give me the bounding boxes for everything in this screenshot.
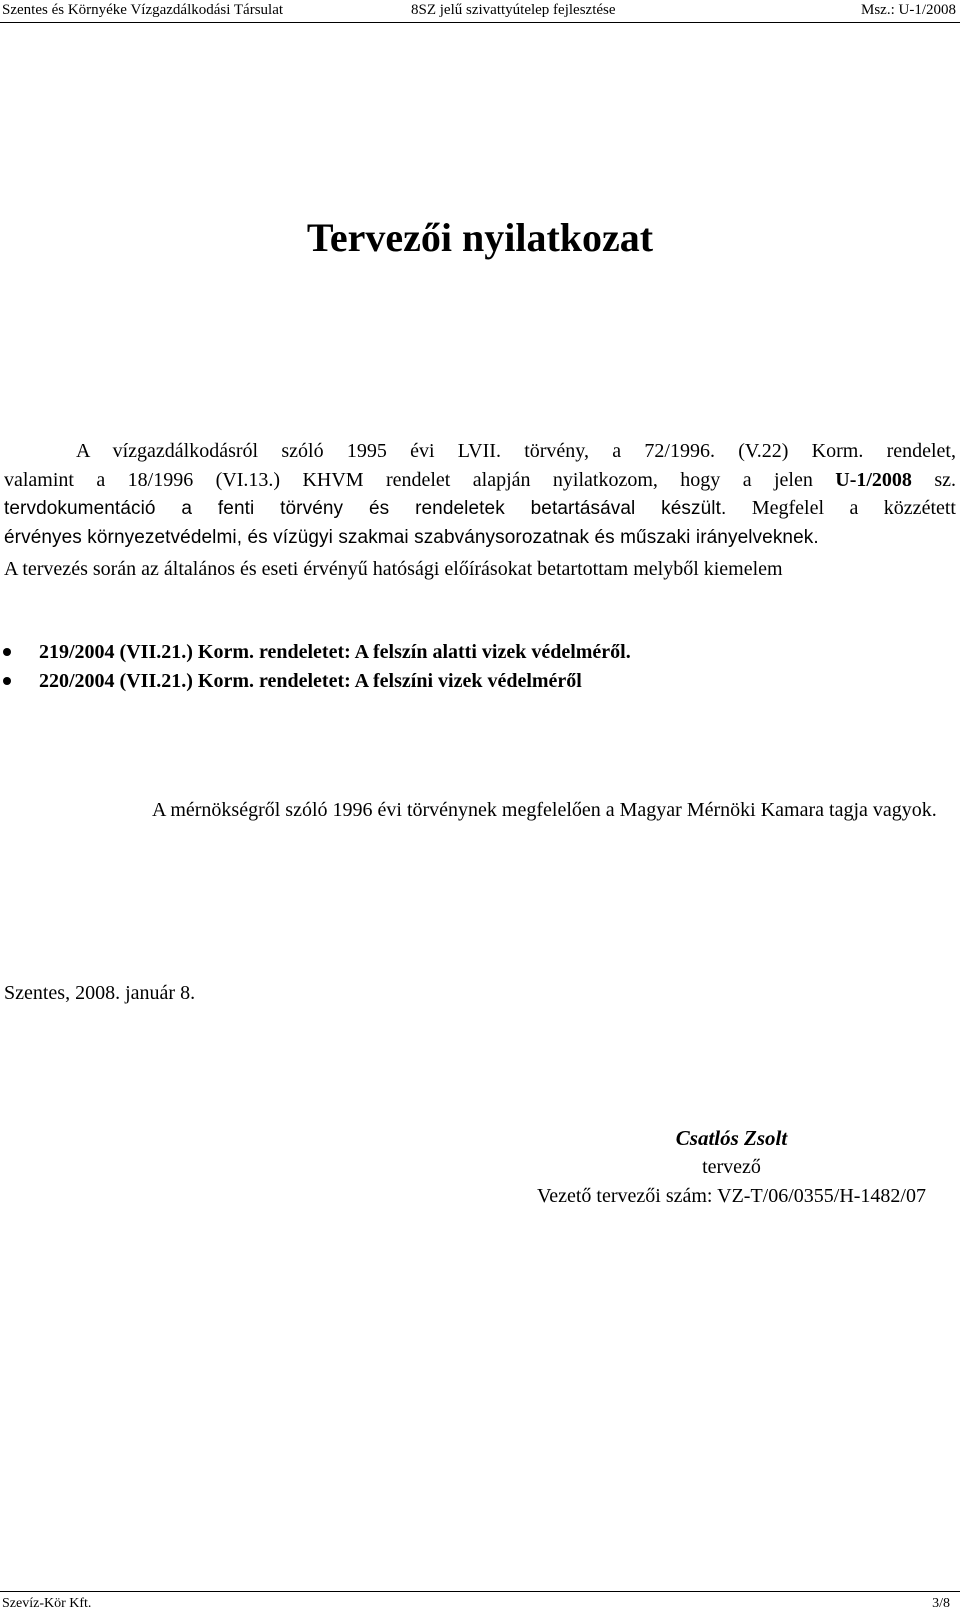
page-footer	[0, 1591, 960, 1616]
list-item-text: 219/2004 (VII.21.) Korm. rendeletet: A felszín alatti vizek védelméről.	[39, 641, 631, 663]
declaration-line-4: érvényes környezetvédelmi, és vízügyi szakmai szabványsorozatnak és műszaki irányelveknek.	[4, 526, 819, 548]
signer-name: Csatlós Zsolt	[675, 1126, 788, 1150]
list-item-text: 220/2004 (VII.21.) Korm. rendeletet: A felszíni vizek védelméről	[39, 670, 582, 692]
declaration-text-3: tervdokumentáció a fenti törvény és rendeletek betartásával készült.	[4, 498, 727, 519]
declaration-line-1	[4, 437, 956, 466]
chamber-membership-text: A mérnökségről szóló 1996 évi törvénynek megfelelően a Magyar Mérnöki Kamara tagja vagyok.	[152, 799, 937, 821]
designer-number: Vezető tervezői szám: VZ-T/06/0355/H-1482/07	[537, 1185, 926, 1207]
list-item	[0, 667, 631, 696]
page-number: 3/8	[932, 1596, 950, 1611]
footer-company: Szevíz-Kör Kft.	[2, 1596, 92, 1611]
signature-block	[537, 1124, 926, 1211]
header-project: 8SZ jelű szivattyútelep fejlesztése	[411, 2, 616, 18]
header-doc-number: Msz.: U-1/2008	[861, 2, 956, 18]
declaration-text-3b: Megfelel a közzétett	[726, 497, 956, 519]
chamber-membership-paragraph	[4, 796, 956, 825]
list-item	[0, 638, 631, 667]
place-date: Szentes, 2008. január 8.	[4, 982, 196, 1004]
declaration-line-3	[4, 494, 956, 524]
header-organization: Szentes és Környéke Vízgazdálkodási Társulat	[2, 2, 284, 18]
declaration-text-1: A vízgazdálkodásról szóló 1995 évi LVII. törvény, a 72/1996. (V.22) Korm. rendelet,	[76, 440, 956, 462]
document-title: Tervezői nyilatkozat	[306, 215, 654, 260]
declaration-text-2a: valamint a 18/1996 (VI.13.) KHVM rendelet alapján nyilatkozom, hogy a jelen	[4, 468, 836, 491]
bullet-icon	[3, 648, 11, 656]
regulations-paragraph: A tervezés során az általános és eseti érvényű hatósági előírásokat betartottam melyből kiemelem	[4, 558, 783, 580]
signer-role: tervező	[702, 1156, 761, 1178]
document-code: U-1/2008	[835, 468, 912, 491]
page-header	[0, 0, 960, 23]
declaration-text-2b: sz.	[911, 468, 956, 491]
declaration-paragraph	[4, 437, 956, 552]
declaration-line-2	[4, 466, 956, 495]
regulations-list	[0, 638, 631, 696]
bullet-icon	[3, 677, 11, 685]
